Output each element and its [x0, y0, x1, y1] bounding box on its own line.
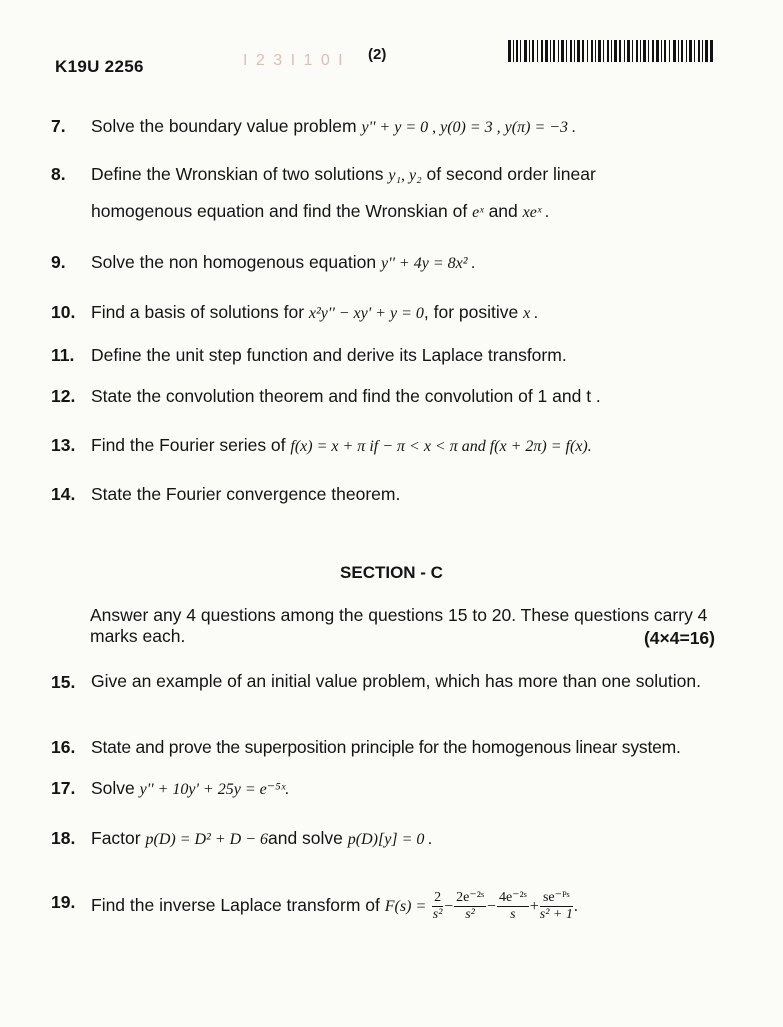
- question-text: Solve: [91, 778, 135, 798]
- question-number: 15.: [51, 672, 76, 692]
- equation: y'' + y = 0 , y(0) = 3 , y(π) = −3 .: [361, 119, 577, 136]
- fraction: $\frac{\text{2e⁻²ˢ}}{\text{s²}}$: [456, 890, 484, 922]
- question-text: Define the Wronskian of two solutions: [91, 164, 384, 184]
- equation: p(D) = D² + D − 6: [145, 831, 268, 848]
- question-number: 11.: [51, 345, 75, 365]
- question-number: 18.: [51, 828, 76, 848]
- question-text-after: and solve: [268, 828, 343, 848]
- question-number: 19.: [51, 892, 76, 912]
- conjunction: and: [488, 201, 518, 221]
- question-text: homogenous equation and find the Wronskian of: [91, 201, 468, 221]
- section-marks: (4×4=16): [643, 628, 715, 648]
- question-text: Give an example of an initial value problem, which has more than one solution.: [91, 671, 701, 691]
- question-text-after: of second order linear: [426, 164, 596, 184]
- equation: f(x) = x + π if − π < x < π and f(x + 2π) = f(x).: [290, 438, 592, 455]
- question-text: Factor: [91, 828, 141, 848]
- question-text: Find a basis of solutions for: [91, 302, 305, 322]
- equation: xeˣ .: [522, 204, 550, 221]
- equation: F(s) =: [384, 898, 427, 916]
- page-number: (2): [368, 46, 387, 63]
- question-number: 12.: [51, 386, 76, 406]
- question-text: Solve the boundary value problem: [91, 116, 357, 136]
- fraction: $\frac{\text{se⁻ᴾˢ}}{\text{s² + 1}}$: [539, 890, 573, 922]
- question-text-after: , for positive: [423, 302, 519, 322]
- page-header: [0, 0, 783, 90]
- faded-stamp: I 2 3 I 1 0 I: [243, 52, 345, 69]
- exam-code: K19U 2256: [55, 57, 144, 76]
- question-text: Find the Fourier series of: [91, 435, 286, 455]
- barcode-icon: [508, 40, 713, 62]
- question-text: State the Fourier convergence theorem.: [91, 484, 401, 504]
- section-title: SECTION - C: [340, 563, 443, 582]
- equation: y₁, y₂: [388, 167, 422, 184]
- fraction: $\frac{\text{4e⁻²ˢ}}{s}$: [498, 890, 527, 922]
- equation: x .: [523, 305, 539, 322]
- question-number: 14.: [51, 484, 76, 504]
- question-text: State the convolution theorem and find the convolution of 1 and t .: [91, 386, 601, 406]
- question-number: 13.: [51, 435, 76, 455]
- equation: eˣ: [472, 204, 484, 221]
- question-number: 9.: [51, 252, 66, 272]
- question-number: 17.: [51, 778, 76, 798]
- question-number: 10.: [51, 302, 76, 322]
- question-number: 7.: [51, 116, 66, 136]
- fraction: $\frac{2}{\text{s²}}$: [432, 890, 443, 922]
- section-instruction: Answer any 4 questions among the questions 15 to 20. These questions carry 4 marks each.: [90, 605, 708, 646]
- equation: y'' + 10y' + 25y = e⁻⁵ˣ.: [139, 781, 290, 798]
- question-number: 8.: [51, 164, 66, 184]
- question-text: Find the inverse Laplace transform of: [91, 895, 380, 916]
- question-number: 16.: [51, 737, 76, 757]
- question-text: Define the unit step function and derive its Laplace transform.: [91, 345, 567, 365]
- question-text: State and prove the superposition principle for the homogenous linear system.: [91, 737, 681, 757]
- equation: x²y'' − xy' + y = 0: [308, 305, 424, 322]
- question-text: Solve the non homogenous equation: [91, 252, 377, 272]
- equation: y'' + 4y = 8x² .: [380, 255, 476, 272]
- equation: p(D)[y] = 0 .: [347, 831, 433, 848]
